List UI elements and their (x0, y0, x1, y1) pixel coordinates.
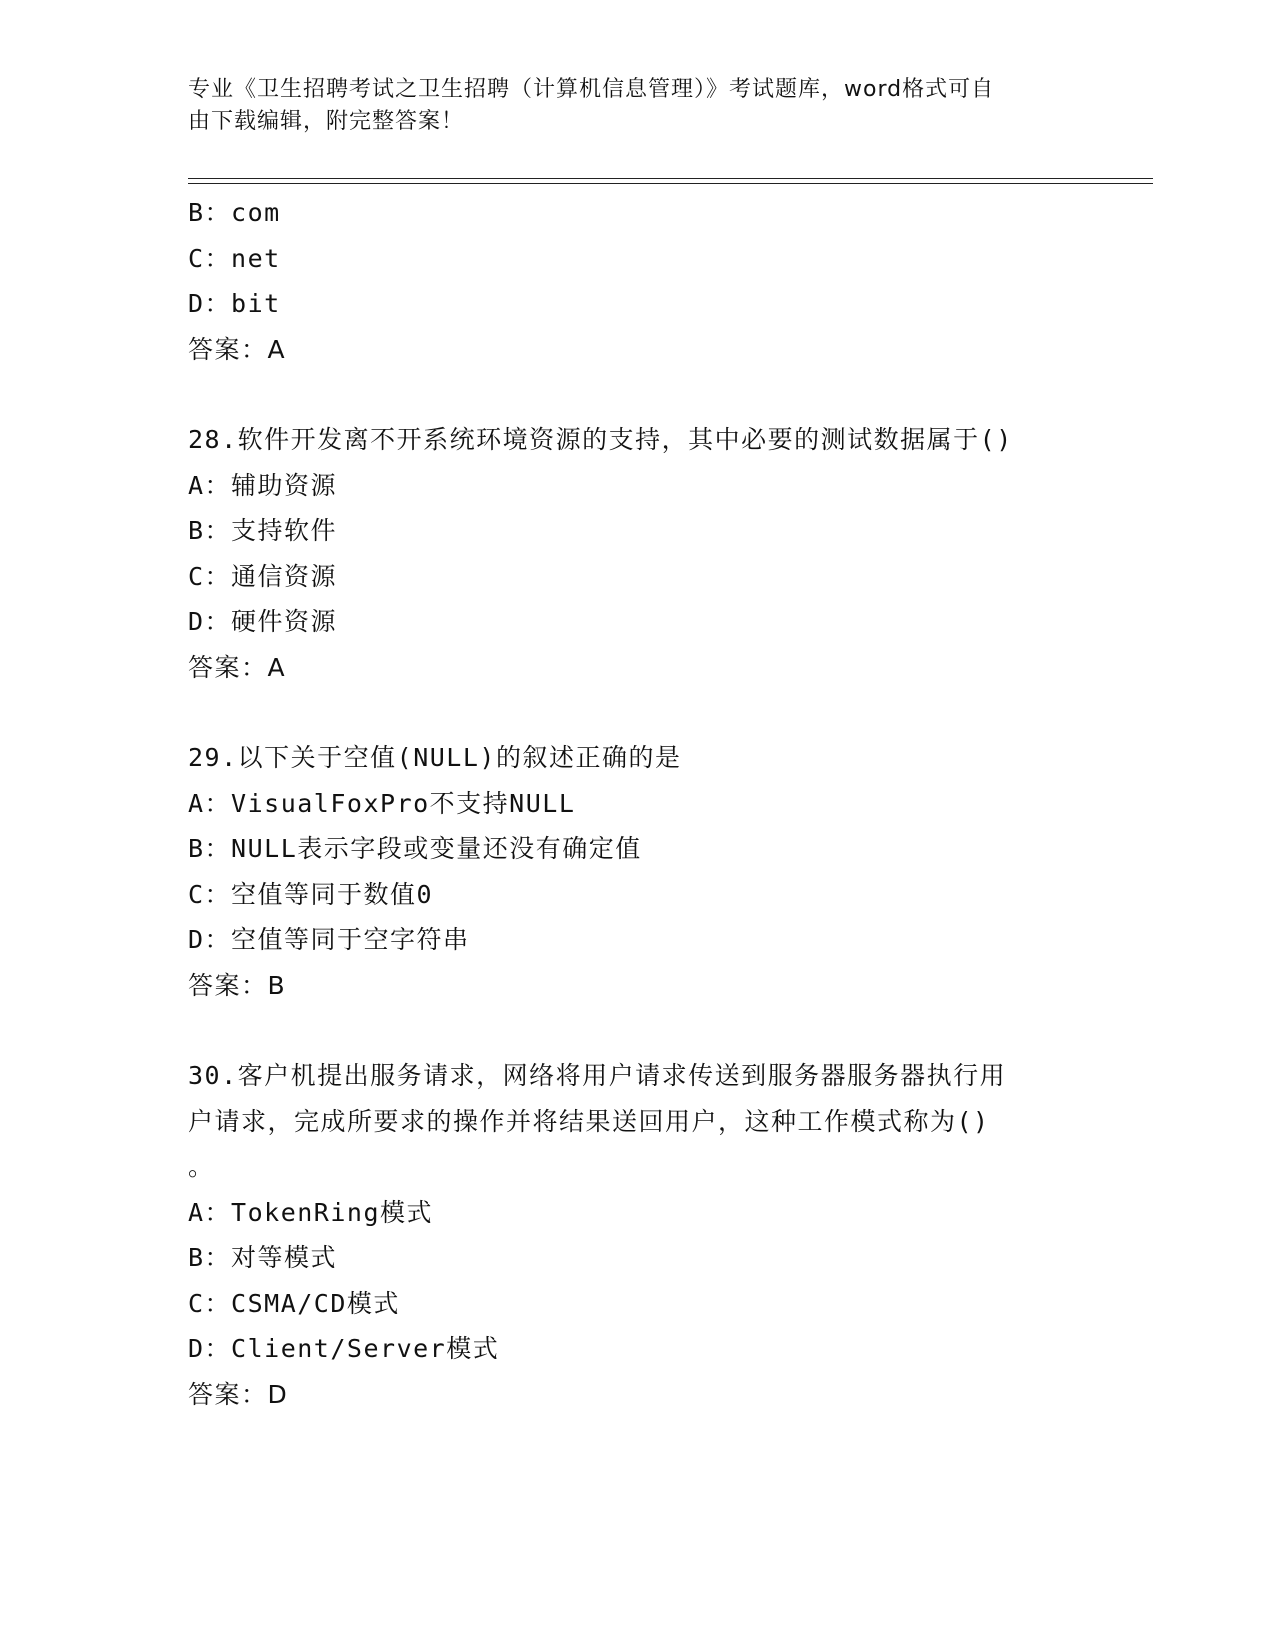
header-line-1: 专业《卫生招聘考试之卫生招聘（计算机信息管理）》考试题库，word格式可自 (188, 77, 995, 102)
question-text: 29.以下关于空值(NULL)的叙述正确的是 (188, 743, 682, 772)
document-header (188, 74, 1068, 138)
option-c: C：CSMA/CD模式 (188, 1288, 400, 1318)
option-c: C：net (188, 243, 281, 273)
question-text-line-2: 户请求，完成所要求的操作并将结果送回用户，这种工作模式称为() (188, 1106, 990, 1136)
option-d: D：空值等同于空字符串 (188, 925, 470, 954)
option-b: B：com (188, 198, 281, 227)
spacer (188, 690, 1088, 735)
spacer (188, 372, 1088, 417)
option-a: A：TokenRing模式 (188, 1197, 434, 1227)
header-rule-bottom (188, 183, 1153, 184)
option-a: A：VisualFoxPro不支持NULL (188, 788, 576, 818)
option-c: C：空值等同于数值0 (188, 879, 434, 909)
answer: 答案：A (188, 652, 287, 682)
question-28 (188, 417, 1088, 690)
option-c: C：通信资源 (188, 561, 338, 591)
option-a: A：辅助资源 (188, 470, 338, 500)
option-d: D：bit (188, 289, 281, 318)
option-b: B：对等模式 (188, 1243, 338, 1272)
question-29 (188, 735, 1088, 1008)
question-text-line-1: 30.客户机提出服务请求，网络将用户请求传送到服务器服务器执行用 (188, 1061, 1007, 1090)
option-b: B：NULL表示字段或变量还没有确定值 (188, 834, 642, 863)
header-line-2: 由下载编辑，附完整答案！ (188, 109, 465, 134)
option-d: D：Client/Server模式 (188, 1334, 500, 1363)
answer: 答案：B (188, 970, 287, 1000)
option-d: D：硬件资源 (188, 607, 338, 636)
header-rule-top (188, 178, 1153, 179)
spacer (188, 1008, 1088, 1053)
question-text-line-3: 。 (188, 1152, 215, 1181)
question-30 (188, 1053, 1088, 1417)
answer: 答案：A (188, 334, 287, 364)
question-27-tail (188, 190, 1088, 372)
question-text: 28.软件开发离不开系统环境资源的支持，其中必要的测试数据属于() (188, 425, 1013, 454)
option-b: B：支持软件 (188, 516, 338, 545)
question-list (188, 190, 1088, 1417)
answer: 答案：D (188, 1379, 289, 1409)
